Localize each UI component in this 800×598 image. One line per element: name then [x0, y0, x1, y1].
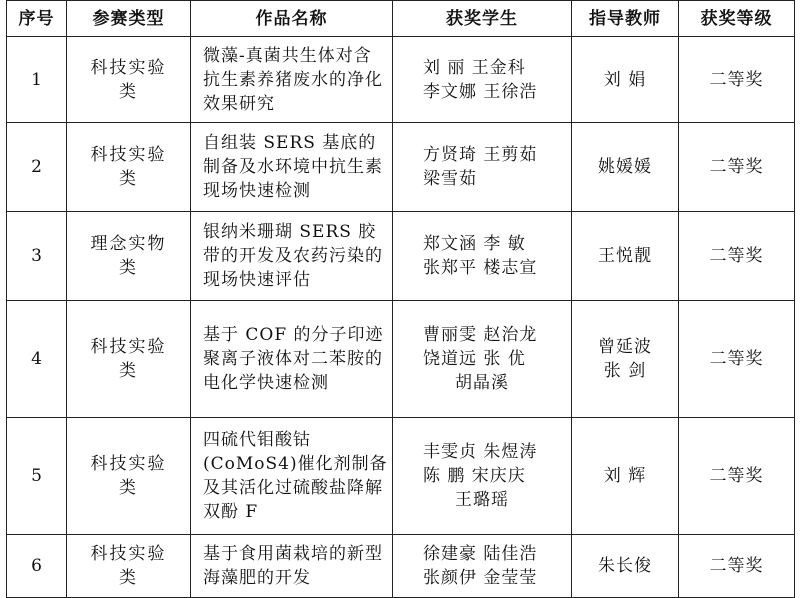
row-advisor: [572, 123, 679, 212]
student-line: 曹丽雯 赵治龙: [423, 325, 538, 345]
row-advisor: [572, 212, 679, 301]
row-students: [393, 212, 572, 301]
row-category: 科技实验类: [67, 123, 191, 212]
row-work-title: 基于 COF 的分子印迹聚离子液体对二苯胺的电化学快速检测: [191, 301, 393, 418]
table-row: [7, 123, 795, 212]
table-row: [7, 418, 795, 535]
student-line: 张颜伊 金莹莹: [423, 568, 538, 588]
header-advisor: 指导教师: [572, 1, 679, 37]
row-category: 科技实验类: [67, 301, 191, 418]
student-line: 方贤琦 王剪茹: [423, 145, 538, 165]
header-no: 序号: [7, 1, 67, 37]
table-row: [7, 535, 795, 598]
row-category: 理念实物类: [67, 212, 191, 301]
row-category: 科技实验类: [67, 418, 191, 535]
advisor-line: 刘 辉: [603, 466, 647, 486]
student-line: 郑文涵 李 敏: [423, 234, 526, 254]
row-work-title: 微藻-真菌共生体对含抗生素养猪废水的净化效果研究: [191, 37, 393, 123]
student-line: 丰雯贞 朱煜涛: [423, 442, 538, 462]
row-students: [393, 535, 572, 598]
header-category: 参赛类型: [67, 1, 191, 37]
advisor-line: 张 剑: [603, 361, 647, 381]
row-number: 6: [7, 535, 67, 598]
row-category: 科技实验类: [67, 37, 191, 123]
header-work-title: 作品名称: [191, 1, 393, 37]
student-line: 梁雪茹: [423, 169, 477, 189]
advisor-line: 王悦靓: [598, 246, 652, 266]
row-students: [393, 418, 572, 535]
student-line: 胡晶溪: [455, 373, 509, 393]
row-number: 5: [7, 418, 67, 535]
row-students: [393, 301, 572, 418]
advisor-line: 朱长俊: [598, 556, 652, 576]
row-number: 1: [7, 37, 67, 123]
row-work-title: 银纳米珊瑚 SERS 胶带的开发及农药污染的现场快速评估: [191, 212, 393, 301]
row-award-level: 二等奖: [679, 37, 795, 123]
student-line: 陈 鹏 宋庆庆: [423, 466, 526, 486]
table-row: [7, 37, 795, 123]
student-line: 张郑平 楼志宣: [423, 258, 538, 278]
advisor-line: 刘 娟: [603, 69, 647, 90]
student-line: 李文娜 王徐浩: [423, 81, 538, 102]
row-award-level: 二等奖: [679, 123, 795, 212]
header-students: 获奖学生: [393, 1, 572, 37]
student-line: 徐建豪 陆佳浩: [423, 544, 538, 564]
row-students: [393, 123, 572, 212]
row-award-level: 二等奖: [679, 301, 795, 418]
table-row: [7, 301, 795, 418]
row-students: [393, 37, 572, 123]
award-table: [6, 0, 795, 598]
row-number: 2: [7, 123, 67, 212]
row-category: 科技实验类: [67, 535, 191, 598]
advisor-line: 姚媛媛: [598, 157, 652, 177]
row-advisor: [572, 418, 679, 535]
row-award-level: 二等奖: [679, 535, 795, 598]
student-line: 王璐瑶: [455, 490, 509, 510]
header-row: [7, 1, 795, 37]
header-award-level: 获奖等级: [679, 1, 795, 37]
table-row: [7, 212, 795, 301]
row-advisor: [572, 535, 679, 598]
row-work-title: 基于食用菌栽培的新型海藻肥的开发: [191, 535, 393, 598]
row-award-level: 二等奖: [679, 418, 795, 535]
row-award-level: 二等奖: [679, 212, 795, 301]
row-work-title: 四硫代钼酸钴(CoMoS4)催化剂制备及其活化过硫酸盐降解双酚 F: [191, 418, 393, 535]
row-advisor: [572, 301, 679, 418]
row-number: 4: [7, 301, 67, 418]
advisor-line: 曾延波: [598, 337, 652, 357]
row-work-title: 自组装 SERS 基底的制备及水环境中抗生素现场快速检测: [191, 123, 393, 212]
student-line: 刘 丽 王金科: [423, 57, 526, 78]
student-line: 饶道远 张 优: [423, 349, 526, 369]
row-number: 3: [7, 212, 67, 301]
row-advisor: [572, 37, 679, 123]
